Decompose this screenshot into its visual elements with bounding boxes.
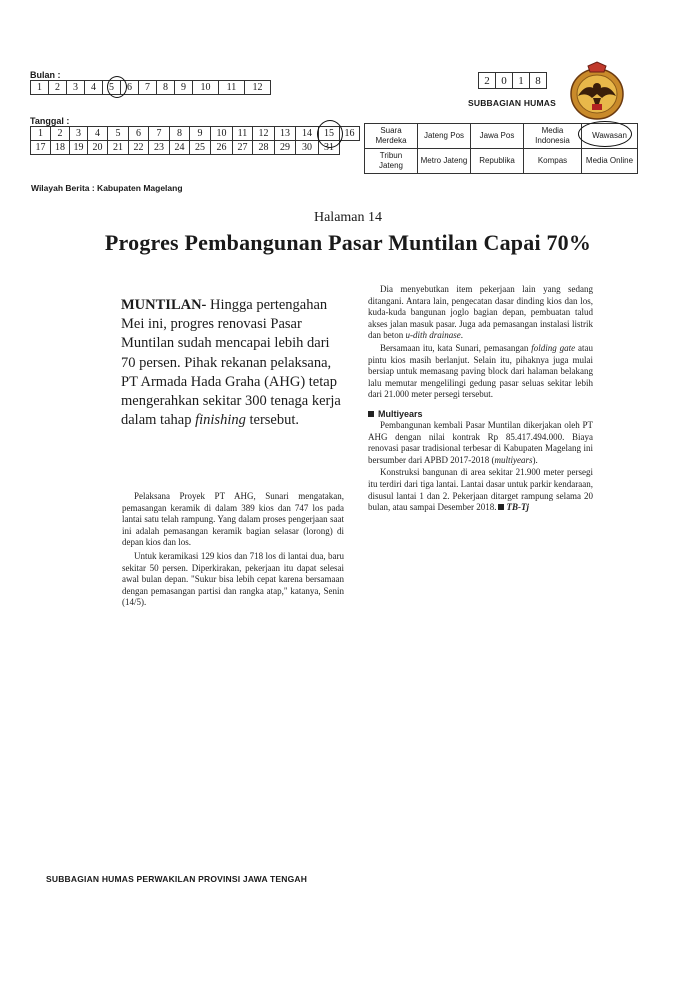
left-column [122,491,344,609]
media-cell: Tribun Jateng [365,149,418,174]
date-cell: 26 [211,141,233,155]
date-cell-selected: 15 [319,127,340,141]
month-cell: 9 [175,81,193,95]
date-cell: 19 [70,141,88,155]
date-cell: 20 [88,141,108,155]
footer-label: SUBBAGIAN HUMAS PERWAKILAN PROVINSI JAWA TENGAH [46,874,308,884]
date-cell: 17 [31,141,51,155]
paragraph-text: Bersamaan itu, kata Sunari, pemasangan [380,342,532,353]
date-cell: 16 [340,127,360,141]
date-cell-empty [340,141,360,155]
year-digit: 8 [530,73,547,89]
paragraph-text: Konstruksi bangunan di area sekitar 21.900 meter persegi itu terdiri dari tiga lantai. Lantai dasar untuk parkir kendaraan, disusul lantai 1 dan 2. Pekerjaan ditarget rampung selama 20 bulan, atau sampai Desember 2018. [368,467,593,513]
article-lead [121,296,346,430]
media-cell: Republika [471,149,524,174]
paragraph: Untuk keramikasi 129 kios dan 718 los di lantai dua, baru sekitar 50 persen. Diperkirakan, pekerjaan itu dapat selesai awal bulan depan. "Sukur bisa lebih cepat karena bersamaan dengan pemasangan partisi dan rangka atap," katanya, Senin (14/5). [122,550,344,608]
paragraph: Pelaksana Proyek PT AHG, Sunari mengatakan, pemasangan keramik di dalam 389 kios dan 747 los pada lantai satu telah rampung. Yang dalam proses pengerjaan saat ini adalah pemasangan keramik bagian selasar (lorong) di depan kios dan los. [122,491,344,548]
date-cell: 12 [253,127,275,141]
dateline: MUNTILAN- [121,297,207,313]
byline: TB-Tj [506,502,529,513]
lead-end: tersebut. [245,412,300,429]
date-cell: 1 [31,127,51,141]
month-cell: 6 [121,81,139,95]
square-bullet-icon [368,411,374,417]
date-cell: 22 [129,141,149,155]
media-table [364,123,638,174]
month-cell: 4 [85,81,103,95]
media-cell: Media Indonesia [524,124,582,149]
media-cell: Suara Merdeka [365,124,418,149]
month-cell: 11 [219,81,245,95]
date-cell: 3 [70,127,88,141]
month-cell: 7 [139,81,157,95]
lead-italic: finishing [195,412,246,429]
year-digit: 2 [479,73,496,89]
subheading [368,409,593,419]
paragraph-italic: folding gate [531,342,576,353]
year-digit: 0 [496,73,513,89]
media-cell-selected: Wawasan [582,124,638,149]
date-cell: 23 [149,141,170,155]
date-cell: 25 [190,141,211,155]
media-cell: Jateng Pos [418,124,471,149]
media-cell: Kompas [524,149,582,174]
date-cell: 13 [275,127,296,141]
bulan-label: Bulan : [30,70,61,80]
date-cell: 7 [149,127,170,141]
paragraph-text: ). [532,454,538,465]
date-cell: 18 [51,141,70,155]
date-cell: 2 [51,127,70,141]
year-digit: 1 [513,73,530,89]
paragraph-text: . [460,330,463,341]
tanggal-label: Tanggal : [30,116,70,126]
date-cell: 5 [108,127,129,141]
article-headline: Progres Pembangunan Pasar Muntilan Capai 70% [104,230,592,255]
month-cell: 2 [49,81,67,95]
paragraph [368,420,593,466]
month-cell: 1 [31,81,49,95]
month-cell-selected: 5 [103,81,121,95]
date-cell: 31 [319,141,340,155]
year-box [478,72,547,89]
date-cell: 8 [170,127,190,141]
page-number: Halaman 14 [313,210,383,225]
lead-text: Hingga pertengahan Mei ini, progres renovasi Pasar Muntilan sudah mencapai lebih dari 70 persen. Pihak rekanan pelaksana, PT Armada Hada Graha (AHG) tetap mengerahkan sekitar 300 tenaga kerja dalam tahap [121,297,341,429]
month-cell: 8 [157,81,175,95]
date-cell: 4 [88,127,108,141]
paragraph-text: Pembangunan kembali Pasar Muntilan dikerjakan oleh PT AHG dengan nilai kontrak Rp 85.417.494.000. Biaya renovasi pasar tradisional terbesar di Kabupaten Magelang ini bersumber dari APBD 2017-2018 ( [368,419,593,465]
date-cell: 21 [108,141,129,155]
month-cell: 10 [193,81,219,95]
media-cell: Jawa Pos [471,124,524,149]
date-cell: 9 [190,127,211,141]
paragraph-italic: u-dith drainase [405,330,461,341]
subheading-text: Multiyears [378,408,423,419]
month-table [30,80,271,95]
date-cell: 10 [211,127,233,141]
paragraph [368,467,593,513]
date-cell: 6 [129,127,149,141]
date-cell: 28 [253,141,275,155]
paragraph-text: Dia menyebutkan item pekerjaan lain yang sedang ditangani. Antara lain, pengecatan dasar dinding kios dan los, kuda-kuda bangunan joglo bagian depan, pembuatan talud akses jalan masuk pasar. Juga ada pemasangan instalasi listrik dan beton [368,284,593,341]
month-cell: 12 [245,81,271,95]
date-cell: 29 [275,141,296,155]
right-column [368,284,593,514]
paragraph [368,343,593,401]
subbagian-humas-label: SUBBAGIAN HUMAS [468,98,556,108]
provincial-emblem-icon [566,60,628,122]
date-cell: 27 [233,141,253,155]
date-cell: 14 [296,127,319,141]
paragraph-italic: multiyears [494,454,533,465]
wilayah-berita: Wilayah Berita : Kabupaten Magelang [31,183,183,193]
date-cell: 24 [170,141,190,155]
paragraph [368,284,593,342]
month-cell: 3 [67,81,85,95]
date-table [30,126,360,155]
date-cell: 30 [296,141,319,155]
media-cell: Metro Jateng [418,149,471,174]
date-cell: 11 [233,127,253,141]
end-mark-icon [498,504,504,510]
paragraph-text: atau pintu kios masih berlanjut. Selain itu, pihaknya juga mulai bersiap untuk memasang paving block dari halaman belakang lalu memutar mengelilingi gedung pasar seluas sekitar lebih dari 21.000 meter persegi tersebut. [368,342,594,400]
media-cell: Media Online [582,149,638,174]
